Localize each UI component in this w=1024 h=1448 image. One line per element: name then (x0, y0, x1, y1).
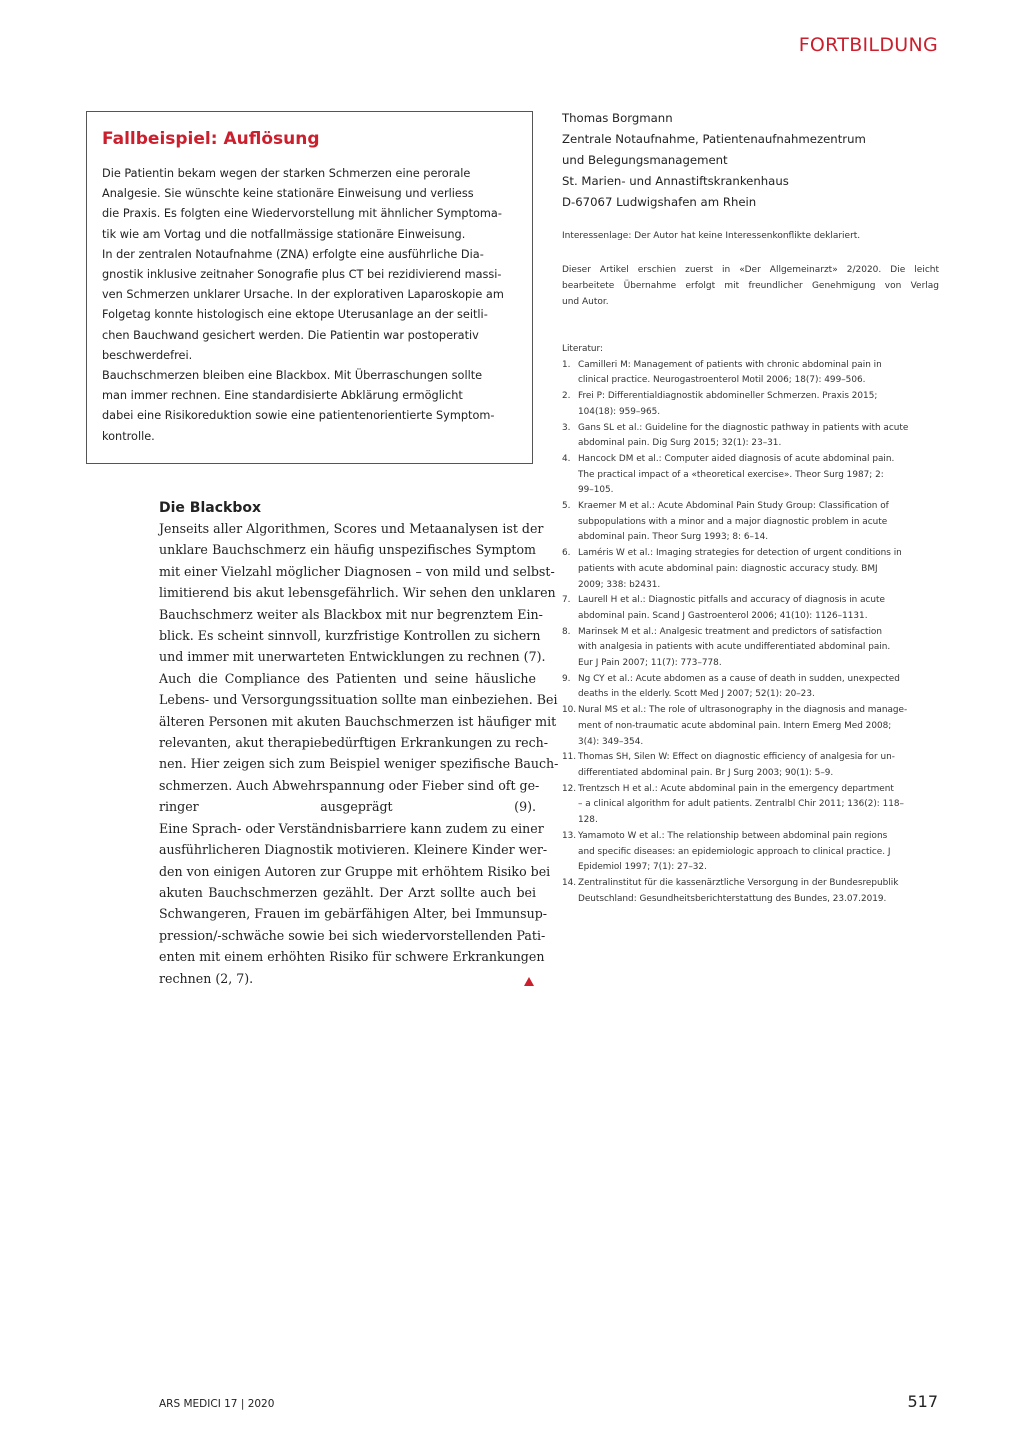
reference-number: 2. (562, 391, 571, 402)
body-text-line: enten mit einem erhöhten Risiko für schwere Erkrankungen (159, 949, 545, 965)
reference-text: Zentralinstitut für die kassenärztliche Versorgung in der Bundesrepublik (578, 877, 899, 888)
reference-item (562, 829, 939, 876)
reference-item (562, 358, 939, 389)
case-text-line: Folgetag konnte histologisch eine ektope Uterusanlage an der seitli- (102, 308, 488, 322)
body-text-line: mit einer Vielzahl möglicher Diagnosen – von mild und selbst- (159, 563, 555, 579)
case-text-line: kontrolle. (102, 429, 155, 443)
body-text-line: unklare Bauchschmerz ein häufig unspezifisches Symptom (159, 542, 536, 558)
case-text-line: gnostik inklusive zeitnaher Sonografie plus CT bei rezidivierend massi- (102, 268, 502, 282)
reference-text: Gans SL et al.: Guideline for the diagnostic pathway in patients with acute (578, 422, 909, 433)
body-text-line: ringer ausgeprägt (9). (159, 799, 536, 815)
case-box (86, 111, 533, 464)
body-text-line: Auch die Compliance des Patienten und seine häusliche (159, 670, 536, 686)
reference-text: Marinsek M et al.: Analgesic treatment and predictors of satisfaction (578, 626, 882, 637)
literature-list (562, 342, 939, 907)
reference-number: 10. (562, 705, 577, 716)
body-text-line: relevanten, akut therapiebedürftigen Erkrankungen zu rech- (159, 735, 549, 751)
case-text-line: Bauchschmerzen bleiben eine Blackbox. Mit Überraschungen sollte (102, 369, 483, 383)
reference-text: differentiated abdominal pain. Br J Surg 2003; 90(1): 5–9. (578, 767, 834, 778)
reference-text: Laméris W et al.: Imaging strategies for detection of urgent conditions in (578, 548, 902, 559)
reference-item (562, 625, 939, 672)
reference-text: ment of non-traumatic acute abdominal pain. Intern Emerg Med 2008; (578, 720, 892, 731)
body-text-line: akuten Bauchschmerzen gezählt. Der Arzt sollte auch bei (159, 884, 536, 900)
footer-journal: ARS MEDICI 17 | 2020 (159, 1398, 275, 1410)
reference-text: Eur J Pain 2007; 11(7): 773–778. (578, 658, 722, 669)
page-number: 517 (907, 1392, 938, 1411)
reference-text: Laurell H et al.: Diagnostic pitfalls and accuracy of diagnosis in acute (578, 595, 885, 606)
reference-number: 3. (562, 422, 571, 433)
reference-text: subpopulations with a minor and a major diagnostic problem in acute (578, 516, 888, 527)
reference-item (562, 876, 939, 907)
body-text-line: den von einigen Autoren zur Gruppe mit erhöhtem Risiko bei (159, 863, 551, 879)
body-text-line: Eine Sprach- oder Verständnisbarriere kann zudem zu einer (159, 820, 544, 836)
reference-text: Epidemiol 1997; 7(1): 27–32. (578, 862, 707, 873)
author-line: und Belegungsmanagement (562, 153, 728, 167)
reference-text: Yamamoto W et al.: The relationship between abdominal pain regions (578, 830, 888, 841)
reference-text: The practical impact of a «theoretical exercise». Theor Surg 1987; 2: (578, 469, 884, 480)
reference-text: 104(18): 959–965. (578, 406, 661, 417)
reference-text: Nural MS et al.: The role of ultrasonography in the diagnosis and manage- (578, 705, 908, 716)
case-text-line: chen Bauchwand gesichert werden. Die Patientin war postoperativ (102, 328, 479, 342)
author-line: D-67067 Ludwigshafen am Rhein (562, 195, 757, 209)
reference-item (562, 672, 939, 703)
case-text-line: dabei eine Risikoreduktion sowie eine patientenorientierte Symptom- (102, 409, 495, 423)
body-text-line: nen. Hier zeigen sich zum Beispiel weniger spezifische Bauch- (159, 756, 559, 772)
body-text-line: Lebens- und Versorgungssituation sollte man einbeziehen. Bei (159, 692, 558, 708)
reference-text: Trentzsch H et al.: Acute abdominal pain in the emergency department (578, 783, 894, 794)
case-text (102, 164, 518, 447)
reference-text: Frei P: Differentialdiagnostik abdomineller Schmerzen. Praxis 2015; (578, 391, 878, 402)
reference-text: Kraemer M et al.: Acute Abdominal Pain Study Group: Classification of (578, 501, 889, 512)
reprint-note (562, 262, 939, 310)
reference-text: deaths in the elderly. Scott Med J 2007; 52(1): 20–23. (578, 689, 815, 700)
reference-item (562, 389, 939, 420)
reference-number: 9. (562, 673, 571, 684)
author-line: St. Marien- und Annastiftskrankenhaus (562, 174, 789, 188)
reference-text: abdominal pain. Dig Surg 2015; 32(1): 23–31. (578, 438, 782, 449)
reference-item (562, 452, 939, 499)
case-text-line: ven Schmerzen unklarer Ursache. In der explorativen Laparoskopie am (102, 288, 504, 302)
reference-text: with analgesia in patients with acute undifferentiated abdominal pain. (578, 642, 891, 653)
reference-text: clinical practice. Neurogastroenterol Motil 2006; 18(7): 499–506. (578, 375, 866, 386)
reference-number: 13. (562, 830, 577, 841)
body-text-line: Schwangeren, Frauen im gebärfähigen Alter, bei Immunsup- (159, 906, 548, 922)
reference-number: 6. (562, 548, 571, 559)
reference-text: abdominal pain. Theor Surg 1993; 8: 6–14. (578, 532, 769, 543)
reference-number: 12. (562, 783, 577, 794)
author-line: Thomas Borgmann (562, 111, 673, 125)
reference-text: – a clinical algorithm for adult patients. Zentralbl Chir 2011; 136(2): 118– (578, 799, 904, 810)
reference-number: 4. (562, 453, 571, 464)
body-text-line: schmerzen. Auch Abwehrspannung oder Fieber sind oft ge- (159, 777, 540, 793)
reference-text: and specific diseases: an epidemiologic approach to clinical practice. J (578, 846, 891, 857)
case-text-line: man immer rechnen. Eine standardisierte Abklärung ermöglicht (102, 389, 463, 403)
literature-label: Literatur: (562, 344, 604, 354)
reference-item (562, 421, 939, 452)
reference-number: 14. (562, 877, 577, 888)
author-line: Zentrale Notaufnahme, Patientenaufnahmezentrum (562, 132, 866, 146)
reference-text: abdominal pain. Scand J Gastroenterol 2006; 41(10): 1126–1131. (578, 610, 868, 621)
body-text-line: rechnen (2, 7). (159, 970, 254, 986)
reprint-line: und Autor. (562, 297, 609, 307)
case-text-line: In der zentralen Notaufnahme (ZNA) erfolgte eine ausführliche Dia- (102, 247, 484, 261)
reference-text: Thomas SH, Silen W: Effect on diagnostic efficiency of analgesia for un- (578, 752, 895, 763)
case-text-line: Die Patientin bekam wegen der starken Schmerzen eine perorale (102, 167, 471, 180)
body-text-line: pression/-schwäche sowie bei sich wiedervorstellenden Pati- (159, 927, 546, 943)
section-label: FORTBILDUNG (798, 34, 938, 56)
body-text-line: und immer mit unerwarteten Entwicklungen zu rechnen (7). (159, 649, 546, 665)
body-text-line: ausführlicheren Diagnostik motivieren. Kleinere Kinder wer- (159, 842, 548, 858)
case-text-line: die Praxis. Es folgten eine Wiedervorstellung mit ähnlicher Symptoma- (102, 207, 502, 221)
reference-text: Ng CY et al.: Acute abdomen as a cause of death in sudden, unexpected (578, 673, 900, 684)
reference-number: 11. (562, 752, 577, 763)
reference-item (562, 546, 939, 593)
case-text-line: beschwerdefrei. (102, 348, 193, 362)
reference-text: patients with acute abdominal pain: diagnostic accuracy study. BMJ (578, 563, 878, 574)
body-text-line: älteren Personen mit akuten Bauchschmerzen ist häufiger mit (159, 713, 557, 729)
reference-text: Camilleri M: Management of patients with chronic abdominal pain in (578, 359, 882, 370)
reference-item (562, 593, 939, 624)
reference-item (562, 703, 939, 750)
body-text-line: blick. Es scheint sinnvoll, kurzfristige Kontrollen zu sichern (159, 628, 541, 644)
reference-item (562, 499, 939, 546)
reference-list (562, 358, 939, 908)
reprint-line: Dieser Artikel erschien zuerst in «Der Allgemeinarzt» 2/2020. Die leicht (562, 265, 939, 275)
body-text-line: Jenseits aller Algorithmen, Scores und Metaanalysen ist der (159, 521, 544, 536)
reference-number: 7. (562, 595, 571, 606)
blackbox-heading: Die Blackbox (159, 500, 261, 516)
reference-text: 99–105. (578, 485, 614, 496)
reference-text: 2009; 338: b2431. (578, 579, 661, 590)
blackbox-section (159, 500, 559, 989)
reference-number: 1. (562, 359, 571, 370)
reference-number: 5. (562, 501, 571, 512)
reference-item (562, 750, 939, 781)
author-info (562, 108, 866, 213)
reference-item (562, 782, 939, 829)
body-text-line: limitierend bis akut lebensgefährlich. Wir sehen den unklaren (159, 585, 556, 601)
body-text-line: Bauchschmerz weiter als Blackbox mit nur begrenztem Ein- (159, 606, 543, 622)
triangle-up-icon (524, 977, 534, 986)
reference-text: Deutschland: Gesundheitsberichterstattung des Bundes, 23.07.2019. (578, 893, 887, 904)
case-text-line: tik wie am Vortag und die notfallmässige stationäre Einweisung. (102, 227, 466, 241)
reference-number: 8. (562, 626, 571, 637)
reference-text: 128. (578, 815, 598, 826)
case-text-line: Analgesie. Sie wünschte keine stationäre Einweisung und verliess (102, 187, 474, 201)
reference-text: Hancock DM et al.: Computer aided diagnosis of acute abdominal pain. (578, 453, 895, 464)
blackbox-text (159, 518, 559, 989)
case-title: Fallbeispiel: Auflösung (102, 129, 320, 149)
reference-text: 3(4): 349–354. (578, 736, 644, 747)
interest-statement: Interessenlage: Der Autor hat keine Interessenkonflikte deklariert. (562, 231, 861, 241)
reprint-line: bearbeitete Übernahme erfolgt mit freundlicher Genehmigung von Verlag (562, 281, 939, 291)
